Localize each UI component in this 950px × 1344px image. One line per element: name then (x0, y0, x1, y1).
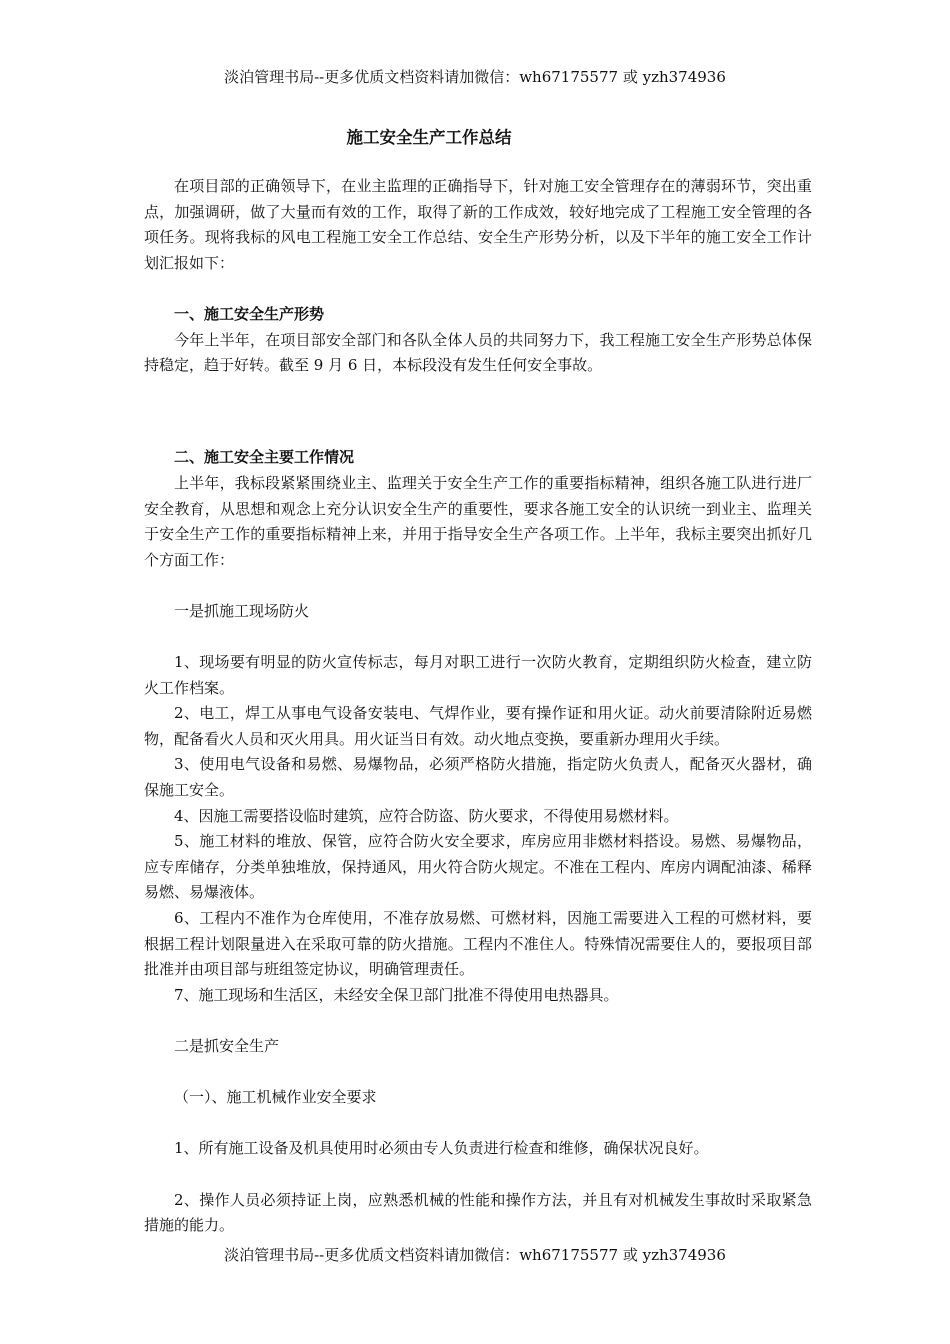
body-paragraph: 上半年，我标段紧紧围绕业主、监理关于安全生产工作的重要指标精神，组织各施工队进行进厂安全教育，从思想和观念上充分认识安全生产的重要性，要求各施工安全的认识统一到业主、监理关于安全生产工作的重要指标精神上来，并用于指导安全生产各项工作。上半年，我标主要突出抓好几个方面工作： (144, 473, 812, 569)
subsection-heading: 一是抓施工现场防火 (174, 601, 310, 620)
body-paragraph: 今年上半年，在项目部安全部门和各队全体人员的共同努力下，我工程施工安全生产形势总体保持稳定，趋于好转。截至 9 月 6 日，本标段没有发生任何安全事故。 (144, 330, 812, 375)
document-title: 施工安全生产工作总结 (346, 128, 512, 147)
subsection-heading: （一）、施工机械作业安全要求 (174, 1088, 377, 1107)
list-item: 5、施工材料的堆放、保管，应符合防火安全要求，库房应用非燃材料搭设。易燃、易爆物品，应专库储存，分类单独堆放，保持通风，用火符合防火规定。不准在工程内、库房内调配油漆、稀释易燃、易爆液体。 (144, 832, 812, 902)
list-item: 4、因施工需要搭设临时建筑，应符合防盗、防火要求，不得使用易燃材料。 (174, 806, 679, 825)
section-heading: 二、施工安全主要工作情况 (174, 448, 355, 467)
page-header: 淡泊管理书局--更多优质文档资料请加微信：wh67175577 或 yzh374936 (224, 68, 726, 86)
list-item: 1、所有施工设备及机具使用时必须由专人负责进行检查和维修，确保状况良好。 (174, 1139, 709, 1158)
list-item: 2、电工，焊工从事电气设备安装电、气焊作业，要有操作证和用火证。动火前要清除附近易燃物，配备看火人员和灭火用具。用火证当日有效。动火地点变换，要重新办理用火手续。 (144, 704, 812, 748)
intro-paragraph: 在项目部的正确领导下，在业主监理的正确指导下，针对施工安全管理存在的薄弱环节，突出重点，加强调研，做了大量而有效的工作，取得了新的工作成效，较好地完成了工程施工安全管理的各项任务。现将我标的风电工程施工安全工作总结、安全生产形势分析，以及下半年的施工安全工作计划汇报如下： (144, 177, 812, 272)
document-body (144, 174, 812, 1239)
page-footer: 淡泊管理书局--更多优质文档资料请加微信：wh67175577 或 yzh374936 (224, 1246, 726, 1264)
list-item: 6、工程内不准作为仓库使用，不准存放易燃、可燃材料，因施工需要进入工程的可燃材料，要根据工程计划限量进入在采取可靠的防火措施。工程内不准住人。特殊情况需要住人的，要报项目部批准并由项目部与班组签定协议，明确管理责任。 (144, 909, 812, 979)
list-item: 2、操作人员必须持证上岗，应熟悉机械的性能和操作方法，并且有对机械发生事故时采取紧急措施的能力。 (144, 1190, 812, 1235)
list-item: 1、现场要有明显的防火宣传标志，每月对职工进行一次防火教育，定期组织防火检查，建立防火工作档案。 (144, 653, 812, 697)
subsection-heading: 二是抓安全生产 (174, 1037, 280, 1055)
list-item: 3、使用电气设备和易燃、易爆物品，必须严格防火措施，指定防火负责人，配备灭火器材，确保施工安全。 (144, 755, 812, 800)
section-heading: 一、施工安全生产形势 (174, 304, 325, 323)
list-item: 7、施工现场和生活区，未经安全保卫部门批准不得使用电热器具。 (174, 985, 619, 1004)
